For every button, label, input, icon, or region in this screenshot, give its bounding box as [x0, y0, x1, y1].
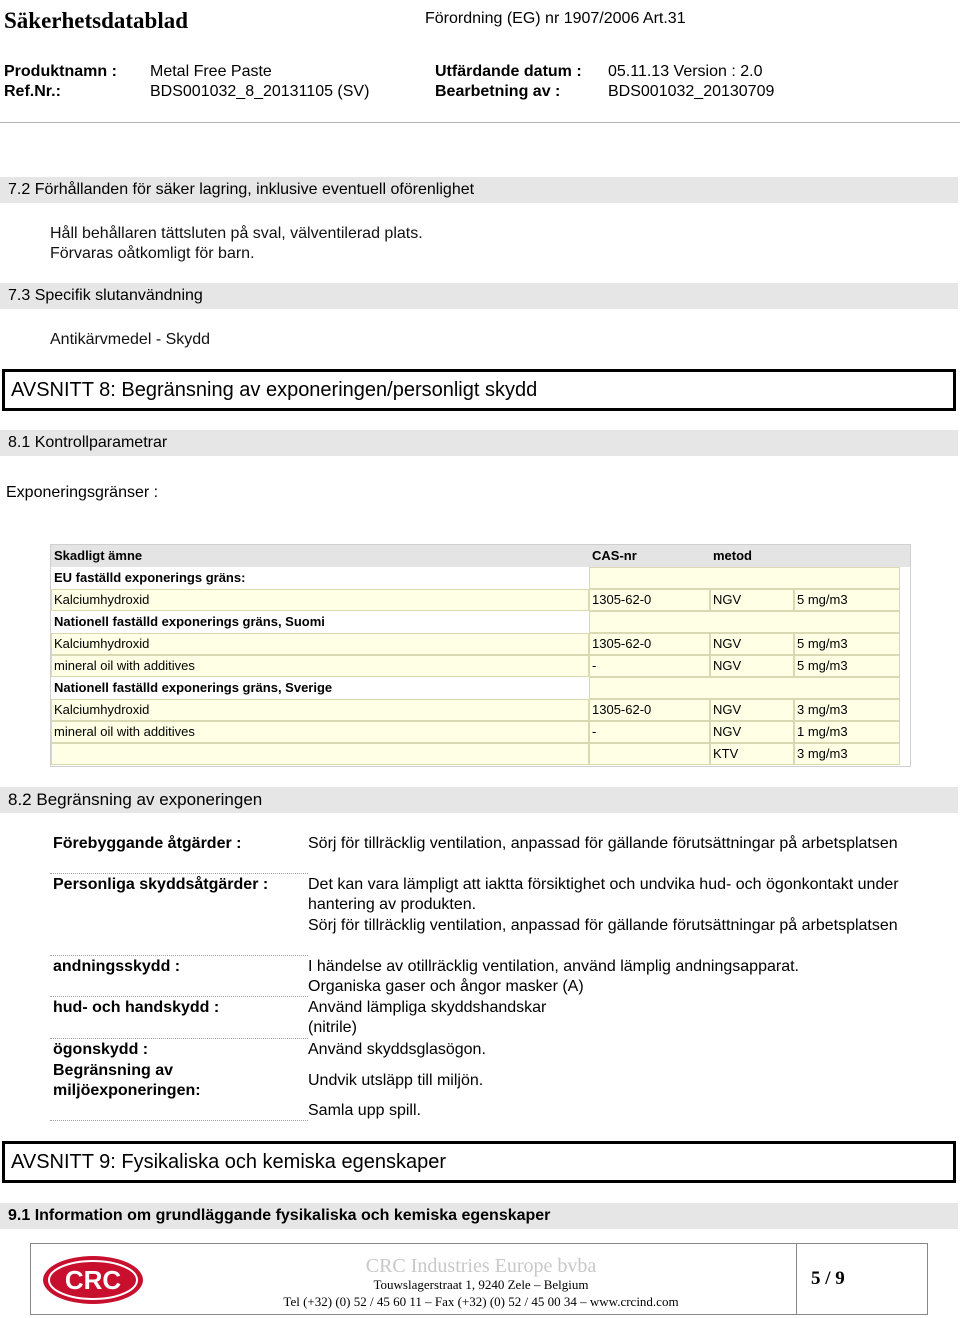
- method-cell: NGV: [713, 592, 742, 607]
- personal-protection-label: Personliga skyddsåtgärder :: [53, 876, 269, 893]
- section-8-2-heading: 8.2 Begränsning av exponeringen: [0, 787, 958, 813]
- section-8-heading: AVSNITT 8: Begränsning av exponeringen/personligt skydd: [2, 369, 956, 411]
- row-divider: [50, 1038, 308, 1039]
- table-row: [51, 721, 910, 743]
- personal-protection-value-1: Det kan vara lämpligt att iaktta försiktighet och undvika hud- och ögonkontakt under hantering av produkten.: [308, 876, 899, 913]
- group-label-sweden: Nationell faställd exponerings gräns, Sverige: [54, 680, 333, 695]
- limit-cell: 1 mg/m3: [797, 724, 848, 739]
- environment-value-2: Samla upp spill.: [308, 1102, 421, 1119]
- exposure-table: [50, 544, 911, 767]
- column-header-cas: CAS-nr: [592, 548, 637, 563]
- group-cell-sweden: [589, 677, 900, 699]
- eye-protection-value: Använd skyddsglasögon.: [308, 1041, 486, 1058]
- section-9-heading: AVSNITT 9: Fysikaliska och kemiska egenskaper: [2, 1141, 956, 1183]
- respiratory-label: andningsskydd :: [53, 958, 181, 975]
- respiratory-value-1: I händelse av otillräcklig ventilation, använd lämplig andningsapparat.: [308, 958, 799, 975]
- cas-cell: 1305-62-0: [592, 702, 652, 717]
- environment-label: Begränsning av miljöexponeringen:: [53, 1062, 201, 1099]
- logo-text: CRC: [64, 1265, 122, 1295]
- storage-line-2: Förvaras oåtkomligt för barn.: [50, 245, 255, 262]
- method-cell: NGV: [713, 724, 742, 739]
- crc-logo: [41, 1254, 145, 1306]
- company-contact: Tel (+32) (0) 52 / 45 60 11 – Fax (+32) (0) 52 / 45 00 34 – www.crcind.com: [283, 1294, 679, 1309]
- limit-cell: 3 mg/m3: [797, 746, 848, 761]
- row-divider: [50, 1120, 308, 1121]
- cas-cell: -: [592, 658, 597, 673]
- cas-cell: 1305-62-0: [592, 592, 652, 607]
- respiratory-value-2: Organiska gaser och ångor masker (A): [308, 978, 584, 995]
- cas-cell: 1305-62-0: [592, 636, 652, 651]
- group-label-eu: EU faställd exponerings gräns:: [54, 570, 246, 585]
- document-title: Säkerhetsdatablad: [4, 8, 189, 33]
- processing-value: BDS001032_20130709: [608, 83, 775, 100]
- substance-cell: Kalciumhydroxid: [54, 592, 150, 607]
- column-header-method: metod: [713, 548, 752, 563]
- method-cell: NGV: [713, 702, 742, 717]
- product-name-value: Metal Free Paste: [150, 63, 272, 80]
- limit-cell: 5 mg/m3: [797, 636, 848, 651]
- company-address: Touwslagerstraat 1, 9240 Zele – Belgium: [373, 1277, 589, 1292]
- substance-cell: Kalciumhydroxid: [54, 636, 150, 651]
- substance-cell: Kalciumhydroxid: [54, 702, 150, 717]
- section-9-1-heading: 9.1 Information om grundläggande fysikaliska och kemiska egenskaper: [0, 1203, 958, 1229]
- ref-number-label: Ref.Nr.:: [4, 83, 61, 100]
- issue-date-value: 05.11.13 Version : 2.0: [608, 63, 763, 80]
- method-cell: KTV: [713, 746, 739, 761]
- ref-number-value: BDS001032_8_20131105 (SV): [150, 83, 370, 100]
- personal-protection-value-2: Sörj för tillräcklig ventilation, anpassad för gällande förutsättningar på arbetsplatsen: [308, 917, 898, 934]
- row-divider: [50, 996, 308, 997]
- column-header-substance: Skadligt ämne: [54, 548, 143, 563]
- group-label-finland: Nationell faställd exponerings gräns, Suomi: [54, 614, 325, 629]
- table-row: [51, 743, 910, 765]
- section-7-3-heading: 7.3 Specifik slutanvändning: [0, 283, 958, 309]
- table-row: [51, 633, 910, 655]
- row-divider: [50, 955, 308, 956]
- footer-separator: [796, 1244, 797, 1314]
- hand-protection-label: hud- och handskydd :: [53, 999, 220, 1016]
- limit-cell: 3 mg/m3: [797, 702, 848, 717]
- regulation-reference: Förordning (EG) nr 1907/2006 Art.31: [425, 10, 686, 27]
- issue-date-label: Utfärdande datum :: [435, 63, 582, 80]
- substance-cell: mineral oil with additives: [54, 658, 195, 673]
- prevention-label: Förebyggande åtgärder :: [53, 835, 242, 852]
- group-cell-finland: [589, 611, 900, 633]
- row-divider: [50, 873, 308, 874]
- storage-line-1: Håll behållaren tättsluten på sval, välventilerad plats.: [50, 225, 423, 242]
- header-divider: [0, 122, 960, 123]
- product-name-label: Produktnamn :: [4, 63, 117, 80]
- hand-protection-value: Använd lämpliga skyddshandskar (nitrile): [308, 999, 547, 1036]
- processing-label: Bearbetning av :: [435, 83, 561, 100]
- limit-cell: 5 mg/m3: [797, 592, 848, 607]
- eye-protection-label: ögonskydd :: [53, 1041, 149, 1058]
- prevention-value: Sörj för tillräcklig ventilation, anpassad för gällande förutsättningar på arbetsplatsen: [308, 835, 898, 852]
- environment-value-1: Undvik utsläpp till miljön.: [308, 1072, 484, 1089]
- exposure-limits-label: Exponeringsgränser :: [6, 484, 159, 501]
- page-number: 5 / 9: [811, 1268, 845, 1289]
- table-row: [51, 655, 910, 677]
- method-cell: NGV: [713, 636, 742, 651]
- page-footer: [30, 1243, 928, 1315]
- limit-cell: 5 mg/m3: [797, 658, 848, 673]
- end-use-line: Antikärvmedel - Skydd: [50, 331, 211, 348]
- company-name: CRC Industries Europe bvba: [365, 1255, 597, 1277]
- table-row: [51, 699, 910, 721]
- cas-cell: -: [592, 724, 597, 739]
- method-cell: NGV: [713, 658, 742, 673]
- table-header-row: [51, 545, 910, 567]
- section-8-1-heading: 8.1 Kontrollparametrar: [0, 430, 958, 456]
- substance-cell: mineral oil with additives: [54, 724, 195, 739]
- group-cell-eu: [589, 567, 900, 589]
- section-7-2-heading: 7.2 Förhållanden för säker lagring, inklusive eventuell oförenlighet: [0, 177, 958, 203]
- table-row: [51, 589, 910, 611]
